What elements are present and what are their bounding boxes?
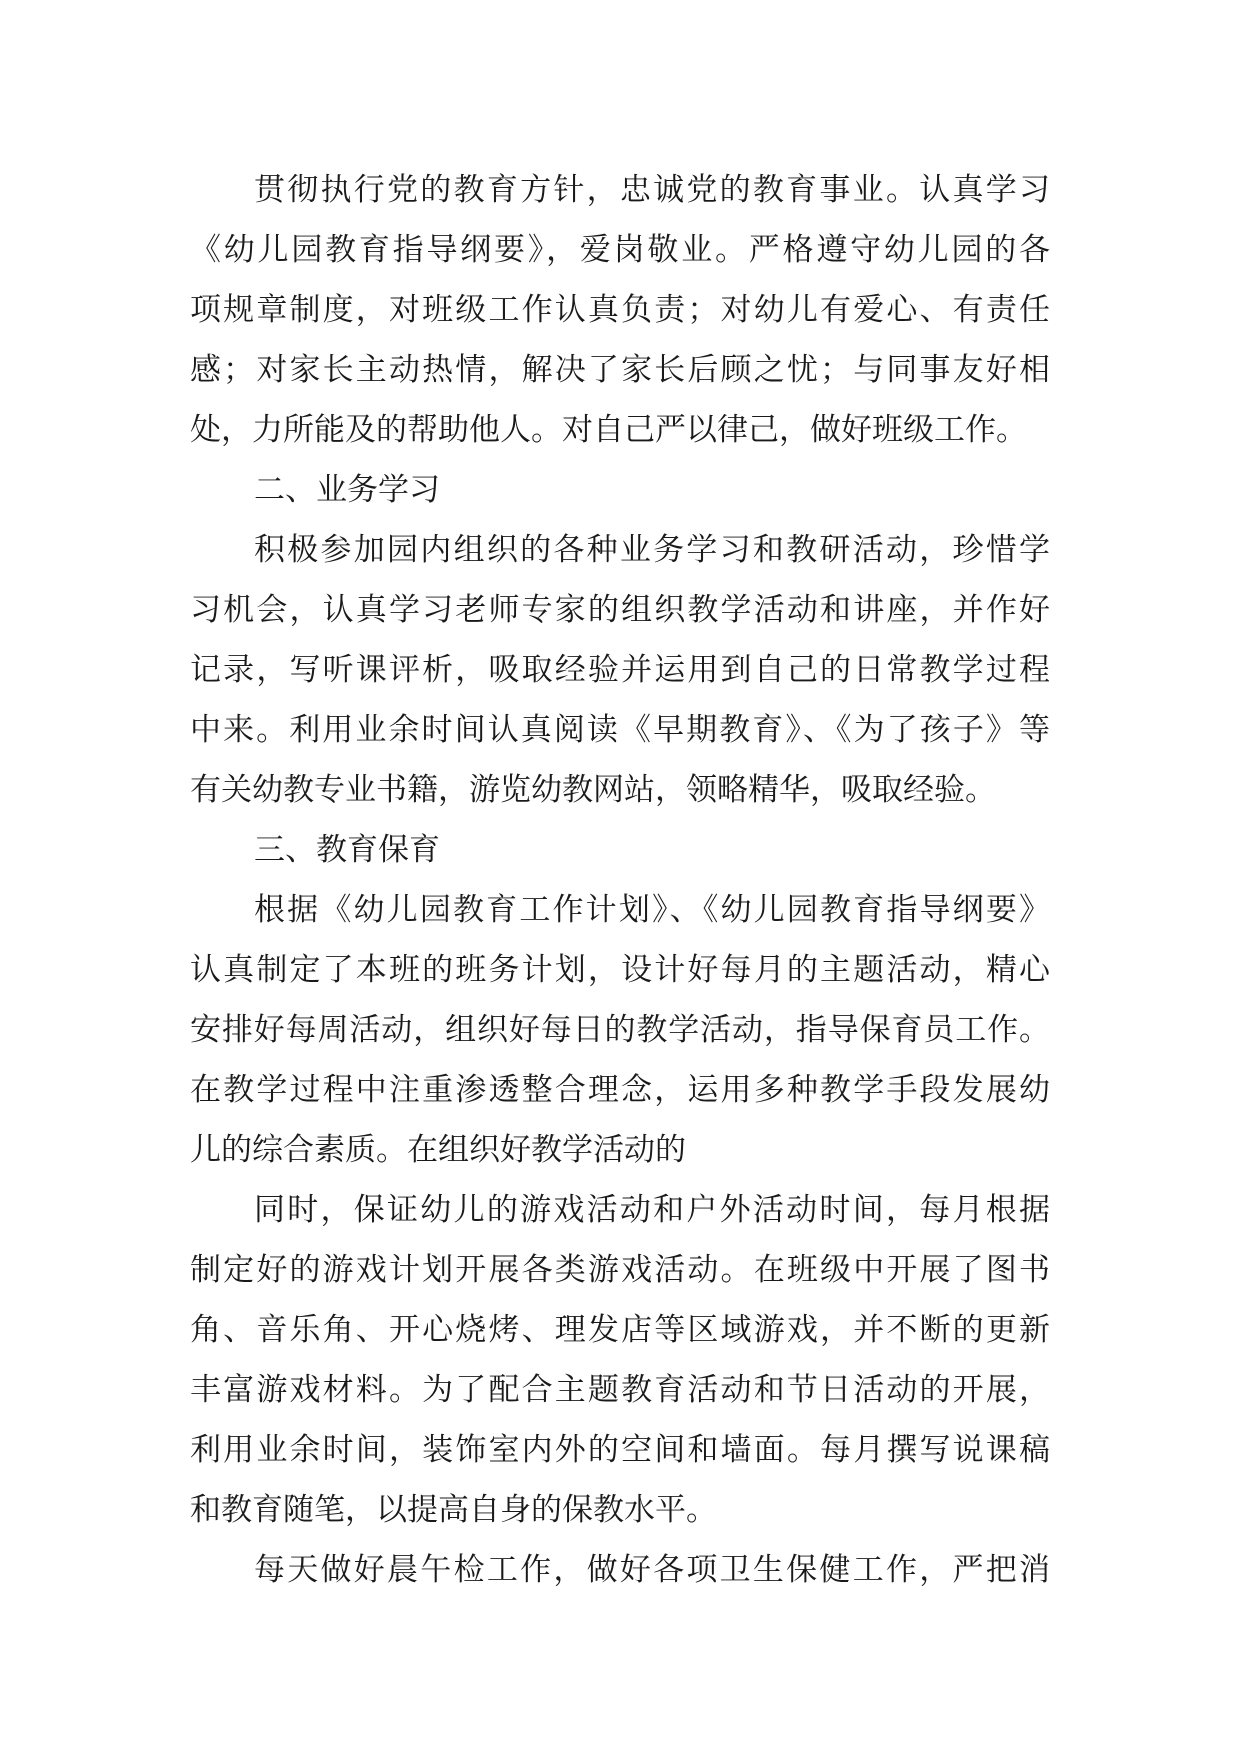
text-line: 同时，保证幼儿的游戏活动和户外活动时间，每月根据 (254, 1192, 1050, 1228)
text-line: 角、音乐角、开心烧烤、理发店等区域游戏，并不断的更新 (190, 1312, 1050, 1348)
text-line: 儿的综合素质。在组织好教学活动的 (190, 1132, 686, 1168)
text-line: 制定好的游戏计划开展各类游戏活动。在班级中开展了图书 (190, 1252, 1050, 1288)
text-line: 三、教育保育 (254, 832, 440, 868)
text-line: 二、业务学习 (254, 472, 440, 508)
text-line: 和教育随笔，以提高自身的保教水平。 (190, 1492, 717, 1528)
text-line: 丰富游戏材料。为了配合主题教育活动和节日活动的开展， (190, 1372, 1050, 1408)
text-line: 贯彻执行党的教育方针，忠诚党的教育事业。认真学习 (254, 172, 1050, 208)
text-line: 感；对家长主动热情，解决了家长后顾之忧；与同事友好相 (190, 352, 1050, 388)
text-line: 安排好每周活动，组织好每日的教学活动，指导保育员工作。 (190, 1012, 1050, 1048)
text-line: 中来。利用业余时间认真阅读《早期教育》、《为了孩子》等 (190, 712, 1050, 748)
document-body (190, 160, 1050, 1600)
text-line: 记录，写听课评析，吸取经验并运用到自己的日常教学过程 (190, 652, 1050, 688)
text-line: 根据《幼儿园教育工作计划》、《幼儿园教育指导纲要》 (254, 892, 1050, 928)
text-line: 习机会，认真学习老师专家的组织教学活动和讲座，并作好 (190, 592, 1050, 628)
text-line: 在教学过程中注重渗透整合理念，运用多种教学手段发展幼 (190, 1072, 1050, 1108)
text-line: 项规章制度，对班级工作认真负责；对幼儿有爱心、有责任 (190, 292, 1050, 328)
text-line: 《幼儿园教育指导纲要》，爱岗敬业。严格遵守幼儿园的各 (190, 232, 1050, 268)
text-line: 认真制定了本班的班务计划，设计好每月的主题活动，精心 (190, 952, 1050, 988)
text-line: 利用业余时间，装饰室内外的空间和墙面。每月撰写说课稿 (190, 1432, 1050, 1468)
text-line: 每天做好晨午检工作，做好各项卫生保健工作，严把消 (254, 1552, 1050, 1588)
text-line: 有关幼教专业书籍，游览幼教网站，领略精华，吸取经验。 (190, 772, 996, 808)
text-line: 积极参加园内组织的各种业务学习和教研活动，珍惜学 (254, 532, 1050, 568)
text-line: 处，力所能及的帮助他人。对自己严以律己，做好班级工作。 (190, 412, 1027, 448)
